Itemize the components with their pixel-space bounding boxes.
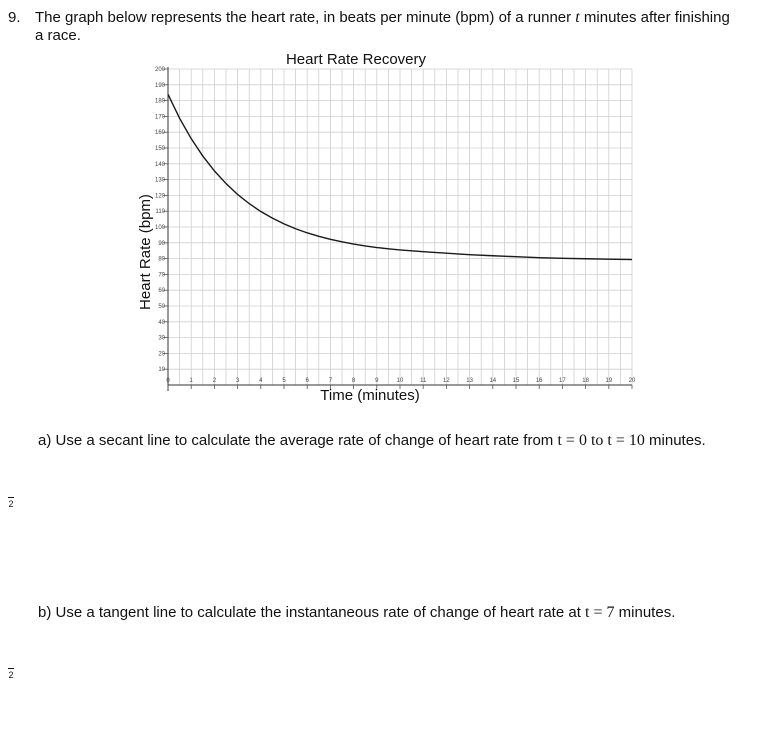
y-tick-label: 70 [158,272,165,279]
part-a-text-end: minutes. [644,432,706,449]
x-tick-label: 19 [605,378,613,384]
question-text-before: The graph below represents the heart rate, in beats per minute (bpm) of a runner [35,9,576,26]
y-tick-label: 110 [155,209,165,216]
y-tick-label: 40 [158,319,165,326]
part-b-math: t = 7 [585,604,615,621]
x-tick-label: 16 [535,378,543,384]
part-a-text: a) Use a secant line to calculate the average rate of change of heart rate from [38,432,558,449]
y-tick-label: 120 [154,193,165,200]
question-variable: t [575,9,580,26]
x-tick-label: 10 [396,378,404,384]
part-a-marks: 2 [8,499,14,509]
part-a-question [38,432,738,450]
y-tick-label: 30 [158,335,165,342]
y-tick-label: 190 [154,82,165,89]
y-tick-label: 80 [158,256,165,263]
y-tick-label: 160 [154,130,165,137]
x-tick-label: 20 [628,378,636,384]
y-tick-label: 20 [158,351,165,358]
chart-grid [168,69,632,385]
x-tick-label: 18 [582,378,589,384]
part-a-math: t = 0 to t = 10 [557,432,645,449]
x-tick-label: 1 [189,378,193,384]
x-tick-label: 4 [259,378,263,384]
x-tick-label: 6 [305,378,309,384]
y-tick-label: 60 [158,288,165,295]
x-tick-label: 12 [443,378,450,384]
heart-rate-chart [120,44,640,404]
x-tick-label: 7 [328,378,333,384]
y-tick-label: 50 [158,304,165,310]
part-b-text-end: minutes. [614,604,676,621]
y-tick-label: 200 [154,67,165,73]
question-text [35,9,735,45]
part-b-text: b) Use a tangent line to calculate the instantaneous rate of change of heart rate at [38,604,586,621]
y-tick-label: 170 [154,114,165,121]
y-tick-label: 100 [154,225,165,231]
x-tick-label: 17 [559,378,566,384]
x-tick-label: 2 [212,378,217,384]
part-b-question [38,604,738,622]
x-axis-label: Time (minutes) [320,387,420,404]
y-tick-label: 130 [154,177,165,184]
question-number: 9. [8,9,21,26]
x-tick-label: 5 [282,378,286,384]
y-axis-label: Heart Rate (bpm) [137,194,154,310]
x-tick-label: 15 [512,378,520,384]
x-tick-label: 14 [489,378,497,384]
question-text-after: minutes after finishing a race. [35,9,730,44]
y-tick-label: 90 [158,240,165,247]
x-tick-label: 8 [351,378,356,384]
x-tick-label: 11 [420,378,427,384]
part-b-marks: 2 [8,670,14,680]
y-tick-label: 150 [154,146,165,152]
x-tick-label: 13 [466,378,473,384]
y-tick-label: 10 [158,367,165,374]
y-tick-label: 180 [154,98,165,105]
y-tick-labels [155,67,168,373]
chart-title: Heart Rate Recovery [285,51,427,68]
x-tick-label: 3 [235,378,240,384]
x-tick-label: 9 [375,378,379,384]
x-tick-label: 0 [166,378,170,384]
y-tick-label: 140 [154,161,165,168]
